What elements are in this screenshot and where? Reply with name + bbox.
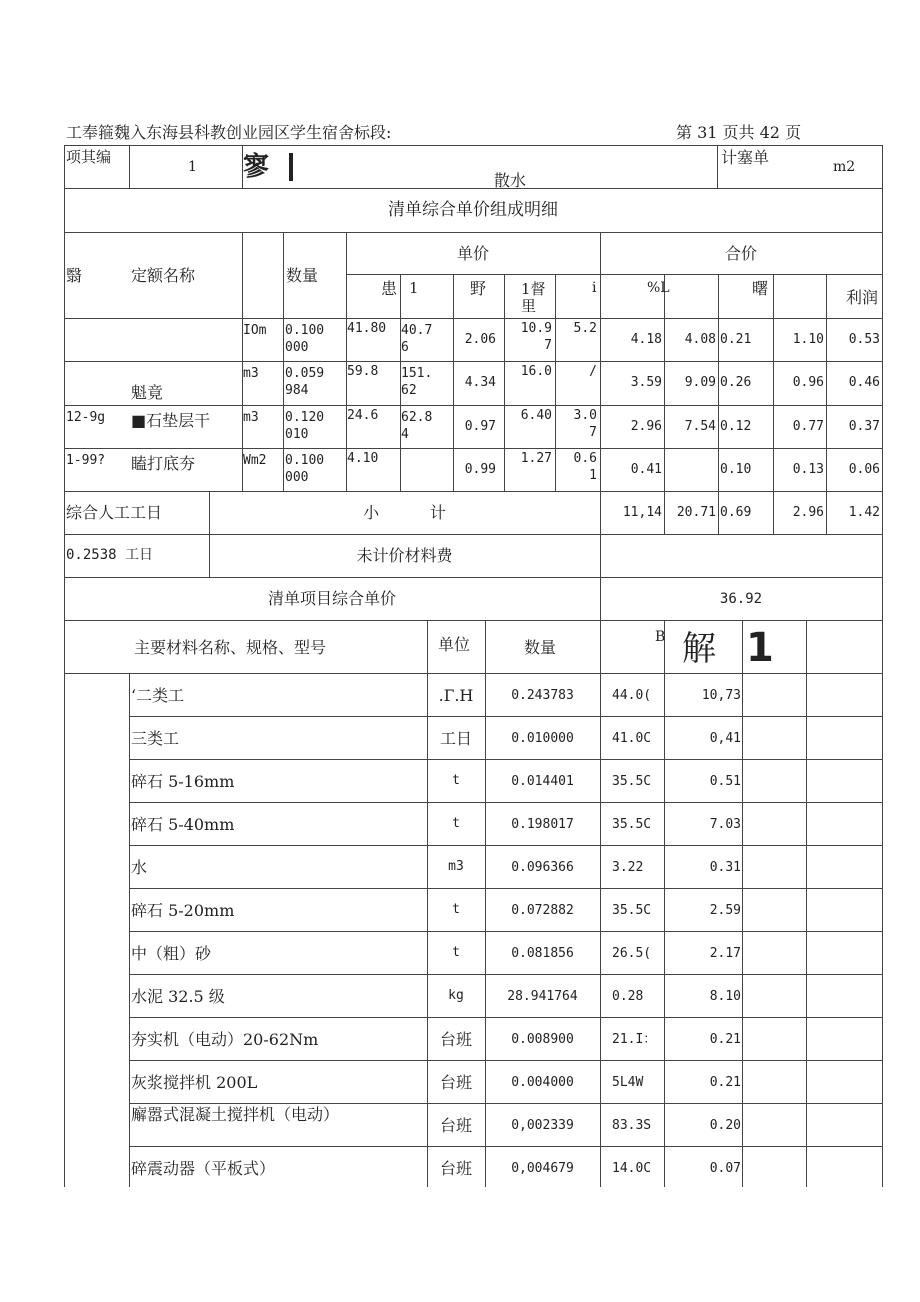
detail-cell-t4: 0.77 (792, 419, 824, 434)
subtotal-label: 小 计 (363, 503, 446, 522)
material-total: 2.17 (709, 946, 741, 961)
material-price: 44.0( (612, 688, 652, 703)
detail-cell-t5: 0.46 (848, 375, 880, 390)
detail-cell-t3: 0.26 (720, 375, 752, 390)
material-price: 3.22 (612, 860, 644, 875)
detail-cell-qty: 0.059 984 (285, 366, 325, 398)
material-total: 0.20 (709, 1118, 741, 1133)
detail-cell-unit: m3 (243, 410, 259, 425)
detail-cell-qty: 0.100 000 (285, 453, 325, 485)
material-price: 35.5C (612, 817, 652, 832)
material-qty: 0.198017 (511, 817, 574, 832)
item-code-label: 项其编 (66, 148, 112, 166)
material-total: 7.03 (709, 817, 741, 832)
material-name: ‘二类工 (131, 686, 185, 705)
material-price: 5L4W (612, 1075, 644, 1090)
detail-cell-p1: 4.10 (347, 451, 379, 466)
detail-cell-t3: 0.12 (720, 419, 752, 434)
col-unit-price-header: 单价 (456, 244, 489, 263)
material-unit: kg (448, 988, 464, 1003)
item-unit: m2 (833, 159, 856, 175)
detail-cell-p1: 59.8 (347, 364, 379, 379)
detail-cell-p4: 6.40 (520, 408, 552, 423)
material-price: 26.5( (612, 946, 652, 961)
material-qty: 0.081856 (511, 946, 574, 961)
material-qty: 0.004000 (511, 1075, 574, 1090)
up-sub-2: 1 (409, 279, 419, 297)
detail-cell-p5: / (589, 364, 597, 379)
detail-cell-p4: 10.9 7 (520, 321, 552, 353)
detail-cell-code: 12-9g (66, 410, 106, 425)
material-name: 碎石 5-16mm (131, 772, 235, 791)
material-price: 41.0C (612, 731, 652, 746)
subtotal-5: 1.42 (848, 505, 880, 520)
page-number: 第 31 页共 42 页 (676, 123, 802, 142)
labor-label: 综合人工工日 (66, 503, 163, 522)
subtotal-4: 2.96 (792, 505, 824, 520)
detail-cell-code: 1-99? (66, 453, 106, 468)
material-name: 碎石 5-20mm (131, 901, 235, 920)
material-total: 2.59 (709, 903, 741, 918)
detail-cell-t3: 0.21 (720, 332, 752, 347)
detail-cell-t4: 1.10 (792, 332, 824, 347)
material-price: 35.5C (612, 903, 652, 918)
material-name: 碎石 5-40mm (131, 815, 235, 834)
subtotal-3: 0.69 (720, 505, 752, 520)
detail-cell-t1: 4.18 (630, 332, 662, 347)
mat-price-header: B (655, 629, 666, 645)
col-quota-name-header: 定额名称 (131, 266, 196, 285)
material-name: 夯实机（电动）20-62Nm (131, 1030, 319, 1049)
detail-cell-p3: 0.97 (464, 419, 496, 434)
detail-cell-p2: 40.7 6 (401, 323, 433, 355)
detail-cell-p5: 3.0 7 (573, 408, 597, 440)
material-unit: 台班 (439, 1073, 472, 1092)
material-qty: 0.010000 (511, 731, 574, 746)
detail-cell-p3: 2.06 (464, 332, 496, 347)
material-total: 0,41 (709, 731, 741, 746)
material-unit: m3 (448, 859, 464, 874)
material-total: 0.07 (709, 1161, 741, 1176)
material-name: 三类工 (131, 729, 180, 748)
item-unit-label: 计塞单 (721, 148, 770, 167)
material-qty: 28.941764 (507, 989, 578, 1004)
material-name: 碎震动器（平板式） (131, 1159, 276, 1178)
detail-cell-p3: 4.34 (464, 375, 496, 390)
labor-value: 0.2538 工日 (66, 547, 154, 563)
item-code: 1 (188, 159, 197, 175)
col-code-header: 翳 (66, 266, 83, 285)
material-name: 中（粗）砂 (131, 944, 212, 963)
detail-cell-t4: 0.13 (792, 462, 824, 477)
material-total: 8.10 (709, 989, 741, 1004)
material-name: 水泥 32.5 级 (131, 987, 225, 1006)
detail-cell-t1: 0.41 (630, 462, 662, 477)
detail-cell-p5: 0.6 1 (573, 451, 597, 483)
up-sub-5: i (592, 280, 597, 296)
detail-cell-t5: 0.53 (848, 332, 880, 347)
detail-cell-qty: 0.100 000 (285, 323, 325, 355)
subtotal-1: 11,14 (622, 505, 662, 520)
tp-sub-3: 曙 (752, 279, 769, 298)
material-name: 灰浆搅拌机 200L (131, 1073, 258, 1092)
material-unit: 台班 (439, 1116, 472, 1135)
material-total: 0.51 (709, 774, 741, 789)
item-name-label: 寥 (243, 152, 270, 182)
unit-price-value: 36.92 (719, 591, 763, 607)
material-unit: t (452, 945, 460, 960)
detail-cell-t5: 0.37 (848, 419, 880, 434)
detail-cell-unit: IOm (243, 323, 267, 338)
tp-sub-5: 利润 (846, 288, 879, 307)
mat-extra-header: 1 (746, 625, 774, 671)
mat-qty-header: 数量 (524, 638, 557, 657)
item-name: 散水 (494, 171, 527, 190)
detail-cell-t5: 0.06 (848, 462, 880, 477)
detail-cell-name: 瞌打底夯 (131, 454, 196, 473)
mat-unit-header: 单位 (438, 635, 471, 654)
material-unit: t (452, 773, 460, 788)
detail-cell-unit: Wm2 (243, 453, 267, 468)
tp-sub-1: %L (647, 280, 670, 296)
up-sub-1: 患 (381, 279, 398, 298)
mat-total-header: 解 (682, 629, 716, 669)
detail-cell-p2: 62.8 4 (401, 410, 433, 442)
col-qty-header: 数量 (286, 266, 319, 285)
detail-cell-t1: 3.59 (630, 375, 662, 390)
material-total: 0.31 (709, 860, 741, 875)
material-total: 10,73 (701, 688, 741, 703)
detail-cell-p2: 151. 62 (401, 366, 433, 398)
detail-cell-name: ■石垫层干 (131, 411, 211, 430)
unit-price-label: 清单项目综合单价 (267, 589, 396, 608)
detail-cell-t2: 4.08 (684, 332, 716, 347)
material-total: 0.21 (709, 1075, 741, 1090)
material-name: 水 (131, 858, 148, 877)
detail-cell-t1: 2.96 (630, 419, 662, 434)
material-price: 83.3S (612, 1118, 652, 1133)
material-price: 21.I： (612, 1032, 657, 1047)
material-unit: 工日 (439, 729, 472, 748)
material-unit: 台班 (439, 1159, 472, 1178)
material-unit: 台班 (439, 1030, 472, 1049)
material-qty: 0,004679 (511, 1161, 574, 1176)
material-unit: .Г.Н (438, 686, 474, 705)
up-sub-3: 野 (470, 279, 487, 298)
detail-cell-p5: 5.2 (573, 321, 597, 336)
material-qty: 0.008900 (511, 1032, 574, 1047)
material-total: 0.21 (709, 1032, 741, 1047)
material-qty: 0.096366 (511, 860, 574, 875)
material-qty: 0.243783 (511, 688, 574, 703)
detail-cell-unit: m3 (243, 366, 259, 381)
material-price: 35.5C (612, 774, 652, 789)
detail-cell-t2: 7.54 (684, 419, 716, 434)
material-qty: 0.014401 (511, 774, 574, 789)
mat-name-header: 主要材料名称、规格、型号 (134, 638, 327, 657)
material-unit: t (452, 816, 460, 831)
detail-title: 清单综合单价组成明细 (388, 200, 558, 220)
detail-cell-t4: 0.96 (792, 375, 824, 390)
material-qty: 0.072882 (511, 903, 574, 918)
material-unit: t (452, 902, 460, 917)
text-cursor-bar (289, 153, 293, 181)
material-name: 廨嚣式混凝土搅拌机（电动） (131, 1105, 340, 1124)
subtotal-2: 20.71 (676, 505, 716, 520)
detail-cell-p1: 24.6 (347, 408, 379, 423)
project-title: 工奉箍魏入东海县科教创业园区学生宿舍标段: (66, 123, 392, 142)
detail-cell-name: 魁竟 (131, 383, 164, 402)
col-total-price-header: 合价 (724, 244, 757, 263)
material-price: 14.0C (612, 1161, 652, 1176)
detail-cell-p4: 1.27 (520, 451, 552, 466)
detail-cell-t3: 0.10 (720, 462, 752, 477)
unpriced-label: 未计价材料费 (356, 546, 453, 565)
material-qty: 0,002339 (511, 1118, 574, 1133)
up-sub-4: 1督 里 (521, 280, 546, 316)
detail-cell-p3: 0.99 (464, 462, 496, 477)
material-price: 0.28 (612, 989, 644, 1004)
detail-cell-p4: 16.0 (520, 364, 552, 379)
detail-cell-p1: 41.80 (347, 321, 387, 336)
detail-cell-qty: 0.120 010 (285, 410, 325, 442)
detail-cell-t2: 9.09 (684, 375, 716, 390)
